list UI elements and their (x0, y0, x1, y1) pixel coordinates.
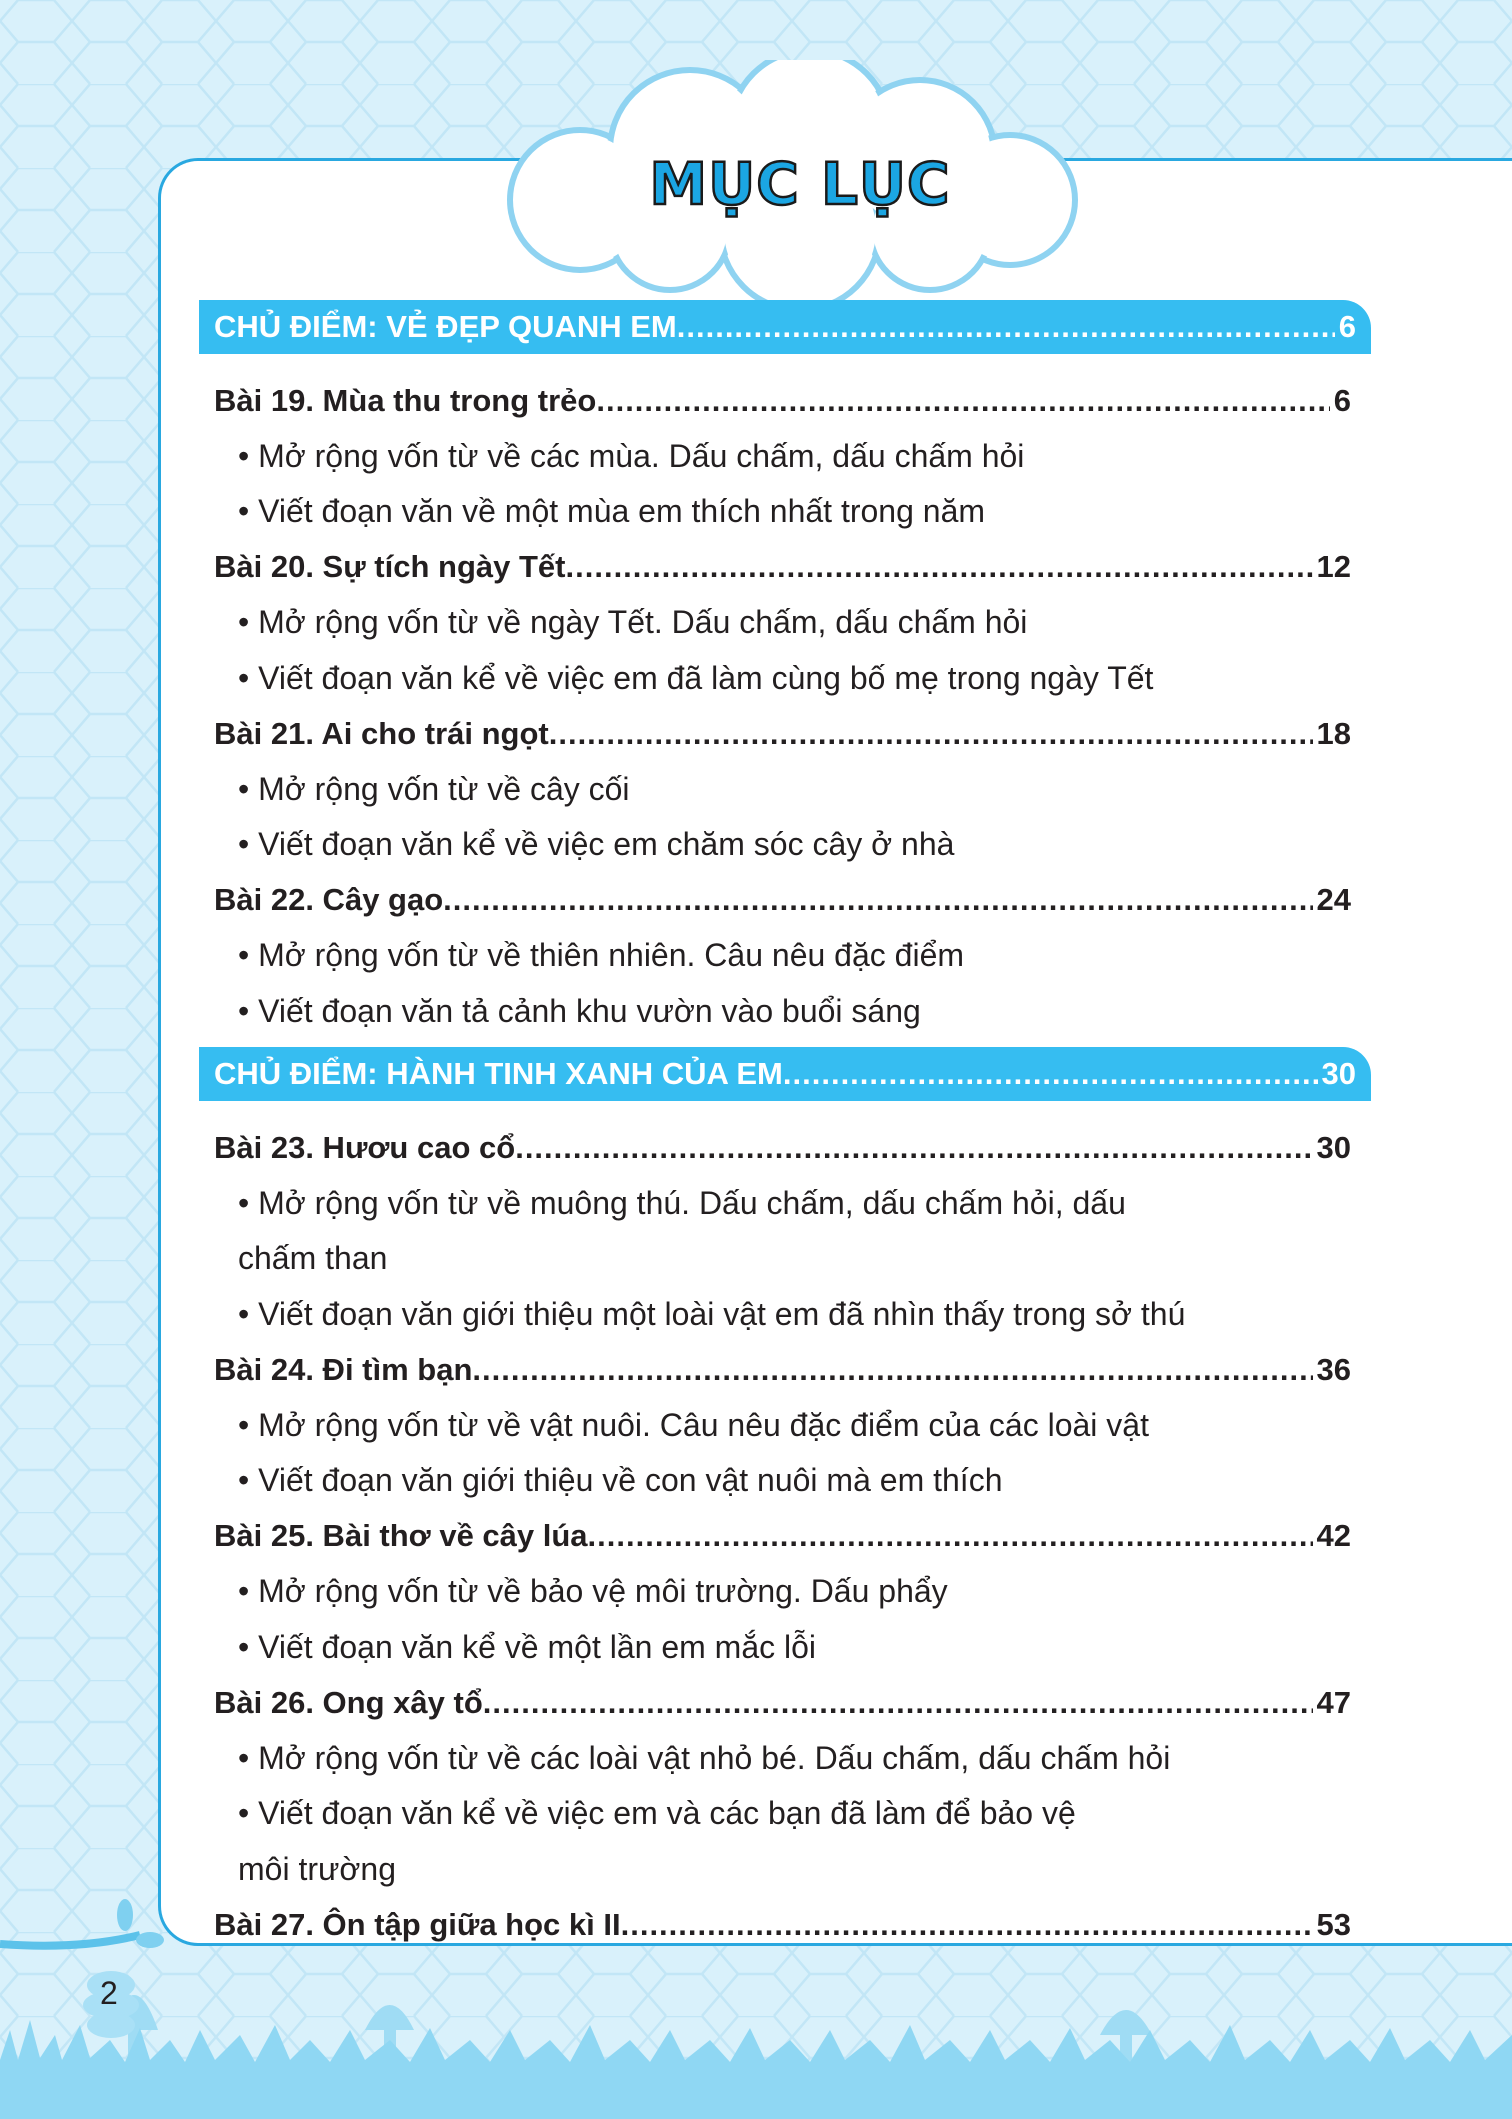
lesson-item: • Viết đoạn văn giới thiệu về con vật nuôi mà em thích (238, 1462, 1003, 1499)
lesson-item: • Mở rộng vốn từ về các mùa. Dấu chấm, dấu chấm hỏi (238, 437, 1025, 474)
lesson-page: 30 (1316, 1129, 1351, 1165)
lesson-title: Bài 23. Hươu cao cổ (214, 1129, 516, 1165)
table-of-contents (199, 300, 1371, 1953)
lesson-item: • Viết đoạn văn giới thiệu một loài vật em đã nhìn thấy trong sở thú (238, 1295, 1186, 1332)
lesson-page: 6 (1333, 382, 1351, 418)
lesson-item: • Viết đoạn văn về một mùa em thích nhất trong năm (238, 493, 986, 530)
lesson-item-continued: môi trường (238, 1850, 396, 1887)
lesson-item: • Viết đoạn văn tả cảnh khu vườn vào buổi sáng (238, 992, 921, 1029)
lesson-page: 18 (1316, 715, 1351, 751)
lesson-entry[interactable] (199, 1120, 1371, 1176)
lesson-page: 42 (1316, 1518, 1351, 1554)
lesson-item: • Mở rộng vốn từ về bảo vệ môi trường. Dấu phẩy (238, 1573, 948, 1610)
lesson-entry[interactable] (199, 373, 1371, 429)
lesson-item: • Mở rộng vốn từ về muông thú. Dấu chấm, dấu chấm hỏi, dấu (238, 1184, 1126, 1221)
lesson-entry[interactable] (199, 1509, 1371, 1565)
page-title: MỤC LỤC (649, 150, 951, 218)
lesson-title: Bài 26. Ong xây tổ (214, 1684, 483, 1720)
lesson-item: • Viết đoạn văn kể về việc em và các bạn đã làm để bảo vệ (238, 1795, 1076, 1832)
lesson-item: • Mở rộng vốn từ về thiên nhiên. Câu nêu đặc điểm (238, 937, 965, 974)
section-page: 30 (1321, 1056, 1356, 1091)
lesson-item: • Mở rộng vốn từ về các loài vật nhỏ bé. Dấu chấm, dấu chấm hỏi (238, 1739, 1171, 1776)
lesson-title: Bài 22. Cây gạo (214, 882, 444, 918)
lesson-title: Bài 25. Bài thơ về cây lúa (214, 1518, 588, 1554)
lesson-title: Bài 24. Đi tìm bạn (214, 1351, 473, 1387)
section-header[interactable] (199, 1047, 1371, 1101)
lesson-entry[interactable] (199, 1897, 1371, 1953)
section-page: 6 (1338, 309, 1356, 344)
lesson-page: 24 (1316, 882, 1351, 918)
lesson-entry[interactable] (199, 706, 1371, 762)
lesson-item: • Mở rộng vốn từ về ngày Tết. Dấu chấm, dấu chấm hỏi (238, 604, 1028, 641)
lesson-page: 53 (1316, 1906, 1351, 1942)
lesson-title: Bài 21. Ai cho trái ngọt (214, 715, 549, 751)
section-header[interactable] (199, 300, 1371, 354)
lesson-title: Bài 20. Sự tích ngày Tết (214, 549, 566, 585)
page-number: 2 (100, 1975, 118, 2011)
lesson-item: • Viết đoạn văn kể về một lần em mắc lỗi (238, 1628, 817, 1665)
lesson-item-continued: chấm than (238, 1240, 388, 1277)
section-title: CHỦ ĐIỂM: VẺ ĐẸP QUANH EM (214, 309, 677, 344)
lesson-entry[interactable] (199, 540, 1371, 596)
lesson-page: 12 (1316, 549, 1351, 585)
lesson-item: • Viết đoạn văn kể về việc em chăm sóc cây ở nhà (238, 826, 955, 863)
lesson-item: • Mở rộng vốn từ về vật nuôi. Câu nêu đặc điểm của các loài vật (238, 1406, 1149, 1443)
lesson-title: Bài 27. Ôn tập giữa học kì II (214, 1906, 621, 1942)
lesson-title: Bài 19. Mùa thu trong trẻo (214, 382, 597, 418)
lesson-entry[interactable] (199, 1342, 1371, 1398)
lesson-entry[interactable] (199, 1675, 1371, 1731)
section-title: CHỦ ĐIỂM: HÀNH TINH XANH CỦA EM (214, 1056, 783, 1091)
lesson-entry[interactable] (199, 873, 1371, 929)
lesson-page: 47 (1316, 1684, 1351, 1720)
lesson-page: 36 (1316, 1351, 1351, 1387)
lesson-item: • Mở rộng vốn từ về cây cối (238, 770, 630, 807)
lesson-item: • Viết đoạn văn kể về việc em đã làm cùng bố mẹ trong ngày Tết (238, 659, 1154, 696)
